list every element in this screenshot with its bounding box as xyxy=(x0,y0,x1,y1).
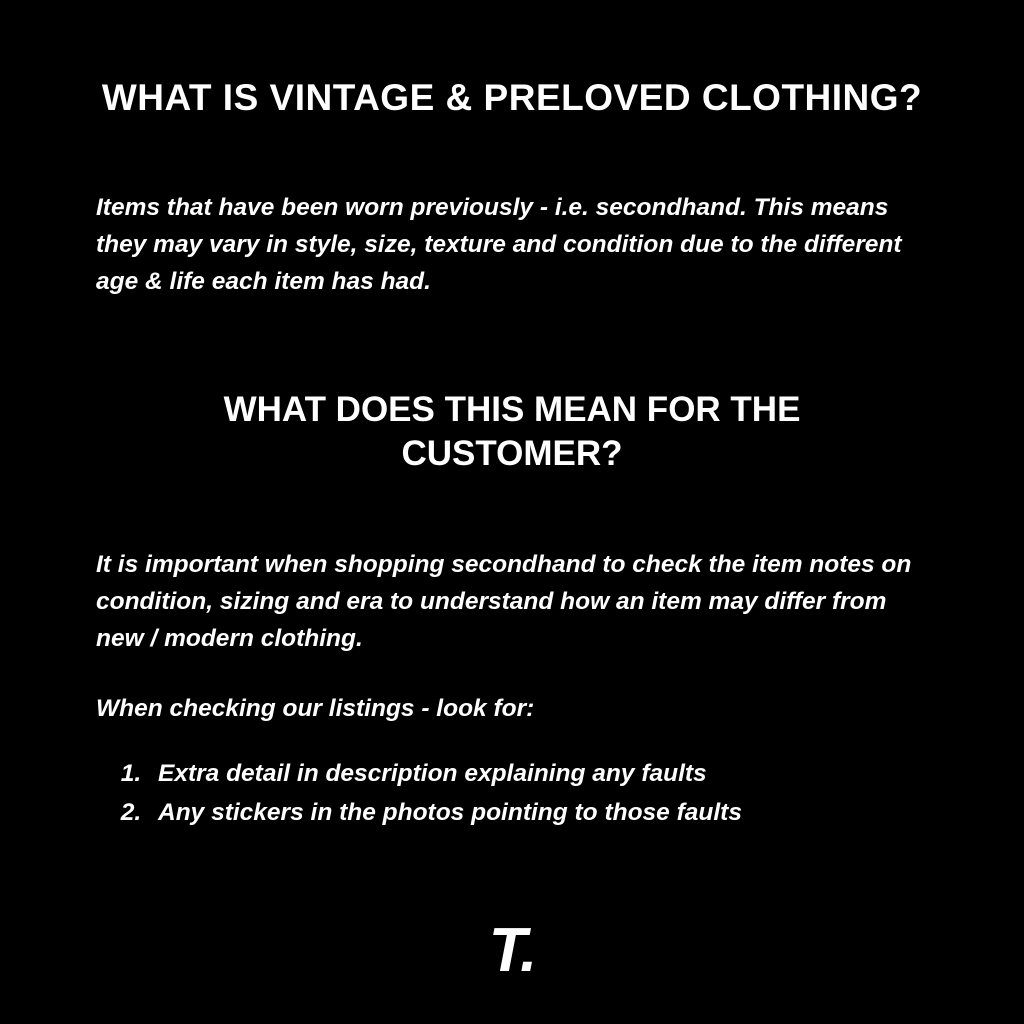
page-title: WHAT IS VINTAGE & PRELOVED CLOTHING? xyxy=(101,77,923,118)
list-item: 2. Any stickers in the photos pointing to those faults xyxy=(148,794,928,833)
checklist xyxy=(0,727,1024,832)
intro-paragraph: Items that have been worn previously - i.e. secondhand. This means they may vary in style, size, texture and condition due to the different age & life each item has had. xyxy=(96,193,902,296)
brand-logo: T. xyxy=(488,916,536,985)
section-heading-customer: WHAT DOES THIS MEAN FOR THE CUSTOMER? xyxy=(223,390,801,474)
list-item: 1. Extra detail in description explaining any faults xyxy=(148,755,928,794)
checking-lead-text: When checking our listings - look for: xyxy=(96,694,535,722)
meaning-paragraph: It is important when shopping secondhand to check the item notes on condition, sizing and era to understand how an item may differ from new / modern clothing. xyxy=(96,550,912,653)
